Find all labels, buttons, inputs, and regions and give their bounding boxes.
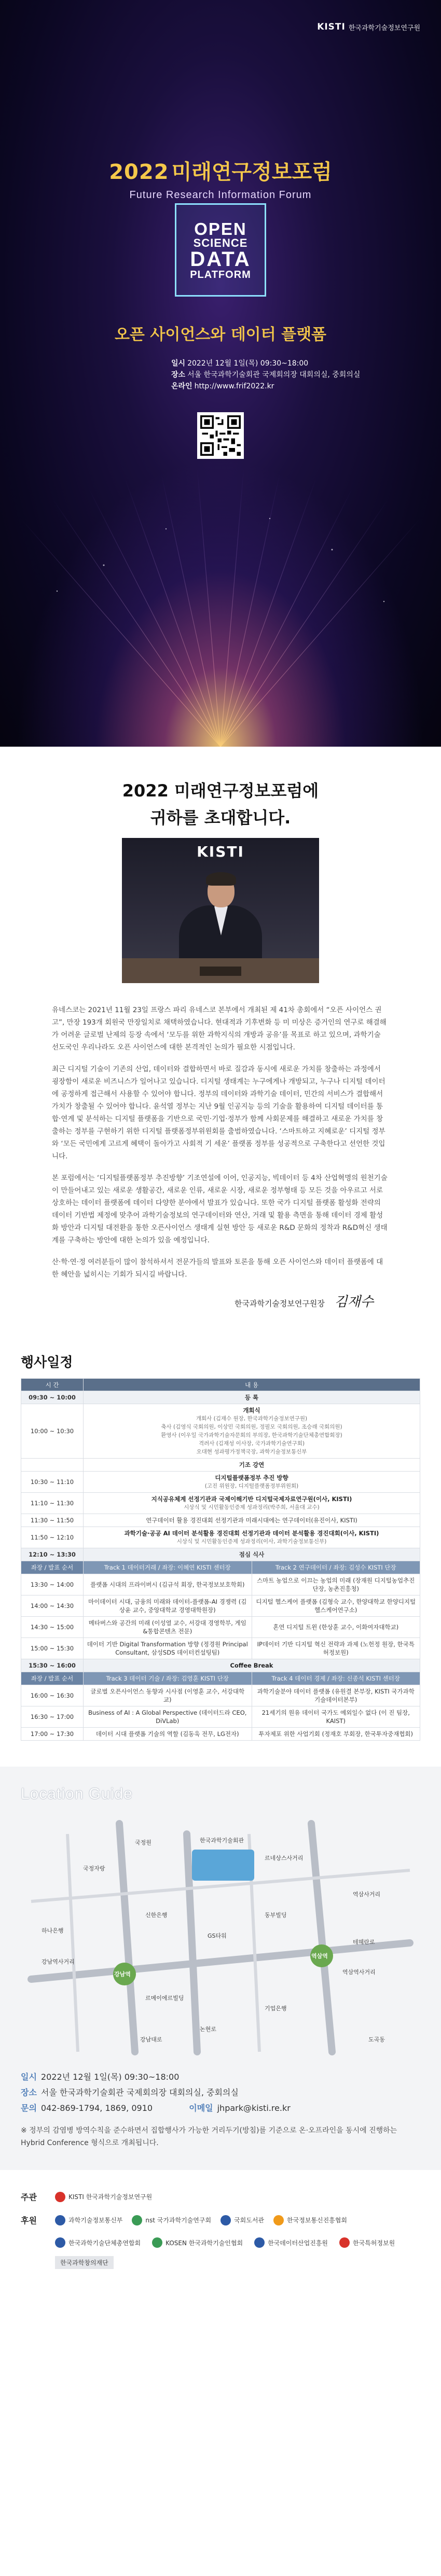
schedule-time: 10:30 ~ 11:10 [21, 1472, 84, 1493]
president-portrait [122, 838, 319, 983]
qr-code-icon[interactable] [197, 412, 244, 459]
event-info [171, 358, 360, 392]
schedule-session-left: 메타버스와 공간의 미래 (이성열 교수, 서강대 경영학부, 게임&통합콘텐츠 전문) [84, 1617, 252, 1638]
invitation-section [0, 747, 441, 1331]
map-label-place: 국정원 [135, 1839, 151, 1846]
invitation-title-line2: 귀하를 초대합니다. [150, 808, 291, 828]
hero-glow [0, 436, 441, 747]
schedule-session-left: 데이터 시대 플랫폼 기술의 역할 (김동욱 전무, LG전자) [84, 1728, 252, 1741]
schedule-content [84, 1404, 420, 1459]
nst-logo-icon [132, 2215, 142, 2225]
schedule-table [21, 1378, 420, 1741]
kdata-logo-icon [254, 2237, 265, 2248]
schedule-line: 디지털플랫폼정부 추진 방향 [215, 1474, 288, 1481]
event-title-en: Future Research Information Forum [129, 189, 312, 201]
event-date: 일시 2022년 12월 1일(목) 09:30~18:00 [171, 359, 309, 368]
host-label: 주관 [21, 2192, 37, 2202]
map-label-place: 르네상스사거리 [265, 1855, 304, 1861]
schedule-line: 지식공유체계 선정기관과 국제이해기반 디지털국제자료연구원(이사, KISTI) [151, 1495, 352, 1503]
kisti-logo-icon [55, 2192, 65, 2202]
location-date: 일시 2022년 12월 1일(목) 09:30~18:00 [21, 2072, 180, 2082]
supporter-logo: KOSEN 한국과학기술인협회 [152, 2237, 243, 2248]
schedule-content [84, 1527, 420, 1548]
table-row [21, 1404, 420, 1459]
open-science-badge [175, 203, 266, 297]
table-row [21, 1617, 420, 1638]
schedule-line: 오대현 성과평가정책국장, 과학기술정보통신부 [196, 1449, 307, 1455]
table-row [21, 1728, 420, 1741]
schedule-time: 14:00 ~ 14:30 [21, 1595, 84, 1617]
schedule-session-left: 데이터 기반 Digital Transformation 방향 (정경원 Principal Consultant, 삼성SDS 데이터컨설팅팀) [84, 1638, 252, 1659]
portrait-kisti-sign: KISTI [197, 843, 244, 860]
schedule-session-right: 스마트 농업으로 이끄는 농업의 미래 (장재원 디지털농업추진단장, 농촌진흥청) [252, 1574, 420, 1595]
schedule-line: 기조 강연 [239, 1461, 265, 1468]
table-row [21, 1472, 420, 1493]
hero-banner [0, 0, 441, 747]
kofac-logo: 한국과학창의재단 [55, 2256, 114, 2269]
table-row [21, 1706, 420, 1728]
location-note: ※ 정부의 감염병 방역수칙을 준수하면서 집합행사가 가능한 거리두기(방침)를 기준으로 온·오프라인을 동시에 진행하는 Hybrid Conference 형식으로 개최됩니다. [21, 2126, 397, 2147]
supporter-logo: nst 국가과학기술연구회 [132, 2215, 211, 2225]
map-label-place: 기업은행 [265, 2005, 287, 2012]
event-online: 온라인 http://www.frif2022.kr [171, 382, 274, 390]
badge-line-4: PLATFORM [190, 269, 251, 281]
map-label-place: GS타워 [208, 1933, 227, 1939]
event-title-ko: 미래연구정보포럼 [171, 160, 332, 184]
schedule-time: 17:00 ~ 17:30 [21, 1728, 84, 1741]
schedule-time: 16:30 ~ 17:00 [21, 1706, 84, 1728]
org-name: 한국과학기술정보연구원 [348, 24, 420, 32]
host-logo: KISTI 한국과학기술정보연구원 [55, 2192, 152, 2202]
schedule-session-right: 21세기의 원유 데이터 국가도 예외일수 없다 (이 진 팀장, KAIST) [252, 1706, 420, 1728]
schedule-line: 연구데이터 활용 경진대회 선정기관과 미래시대에는 연구데이터(유진이사, KISTI) [146, 1517, 357, 1524]
kisti-logo-text: KISTI [317, 22, 346, 32]
schedule-content [84, 1548, 420, 1561]
table-row [21, 1391, 420, 1404]
schedule-content [84, 1514, 420, 1527]
badge-line-2: SCIENCE [193, 236, 248, 249]
portrait-hair [206, 872, 236, 886]
map-label-street: 논현로 [200, 2026, 216, 2033]
supporter-logo: 한국정보통신진흥협회 [273, 2215, 347, 2225]
sponsors-section [0, 2170, 441, 2300]
event-venue: 장소 서울 한국과학기술회관 국제회의장 대회의실, 중회의실 [171, 371, 361, 379]
location-map [21, 1813, 420, 2057]
map-label-street: 테헤란로 [353, 1939, 375, 1945]
map-label-place: 역삼역사거리 [342, 1969, 376, 1976]
invitation-header [54, 778, 387, 983]
supporter-logo: 한국과학기술단체총연합회 [55, 2237, 141, 2248]
map-label-venue: 한국과학기술회관 [200, 1837, 244, 1844]
schedule-session-right: Track 4 데이터 경제 / 좌장: 신종석 KISTI 센터장 [252, 1672, 420, 1685]
map-label-place: 하나은행 [42, 1927, 64, 1934]
schedule-time: 15:00 ~ 15:30 [21, 1638, 84, 1659]
table-row [21, 1574, 420, 1595]
schedule-time: 11:50 ~ 12:10 [21, 1527, 84, 1548]
schedule-time: 14:30 ~ 15:00 [21, 1617, 84, 1638]
supporter-logo: 과학기술정보통신부 [55, 2215, 122, 2225]
schedule-time: 11:10 ~ 11:30 [21, 1493, 84, 1514]
schedule-content [84, 1391, 420, 1404]
table-row [21, 1514, 420, 1527]
table-row [21, 1527, 420, 1548]
letter-paragraph: 유네스코는 2021년 11월 23일 프랑스 파리 유네스코 본부에서 개최된 제 41차 총회에서 “오픈 사이언스 권고”, 만장 193개 회원국 만장일치로 채택하였습니다. 현대적과 기후변화 등 미 미상은 증거인의 연구로 해결해가 어려운 글로벌 난제의 등장 속에서 ‘모두를 위한 과학지식의 개방과 공유’를 목표로 하고 있으며, 과학기술 선도국인 우리나라도 오픈 사이언스에 대한 본격적인 논의가 필요한 시점입니다. [52, 1006, 387, 1052]
schedule-time: 11:30 ~ 11:50 [21, 1514, 84, 1527]
schedule-line: 시상식 및 시민활동인증제 성과정리(이사, 과학기술정보통신부) [176, 1538, 327, 1545]
kipi-logo-icon [339, 2237, 350, 2248]
portrait-nameplate [200, 967, 241, 976]
map-label-place: 동부빌딩 [265, 1912, 287, 1919]
event-year: 2022 [109, 160, 169, 184]
schedule-time: 12:10 ~ 13:30 [21, 1548, 84, 1561]
letter-paragraph: 산·학·연·정 여러분들이 많이 참석하셔서 전문가들의 발표와 토론을 통해 오픈 사이언스와 데이터 플랫폼에 대한 혜안을 넓히시는 기회가 되시길 바랍니다. [52, 1258, 383, 1279]
support-label: 후원 [21, 2216, 37, 2225]
online-link[interactable]: http://www.frif2022.kr [194, 382, 274, 390]
schedule-line: 개회사 (김재수 원장, 한국과학기술정보연구원) [196, 1416, 308, 1422]
schedule-line: 과학기술·공공 AI 데이터 분석활용 경진대회 선정기관과 데이터 분석활용 경진대회(이사, KISTI) [124, 1530, 379, 1537]
letter-paragraph: 본 포럼에서는 ‘디지털플랫폼정부 추진방향’ 기조연설에 이어, 인공지능, 빅데이터 등 4차 산업혁명의 원천기술이 만들어내고 있는 새로운 생활공간, 새로운 인류, 새로운 시장, 새로운 정부형태 등 모든 것을 아우르고 서로 상호하는 데이터 플랫폼에 데이터 다양한 분야에서 발표가 있습니다. 또한 국가 디지털 플랫폼 활성화 전략의 데이터 기반법 제정에 맞추어 과학기술정보의 연구데이터와 연산, 거래 및 활용 측면을 통해 데이터 경제 활성화 방안과 디지털 대전환을 통한 오픈사이언스 생태계 실현 방안 등 새로운 R&D 문화의 정착과 R&D혁신 생태계를 구축하는 방안에 대한 논의가 있을 예정입니다. [52, 1174, 388, 1244]
kait-logo-icon [273, 2215, 284, 2225]
supporter-logo: 한국데이터산업진흥원 [254, 2237, 328, 2248]
badge-line-3: DATA [190, 247, 251, 271]
schedule-session-right: 과학기술분야 데이터 플랫폼 (유원결 본부장, KISTI 국가과학기술데이터본부) [252, 1685, 420, 1706]
contact-email[interactable]: jhpark@kisti.re.kr [217, 2103, 291, 2113]
schedule-body [21, 1391, 420, 1741]
map-label-place: 신한은행 [145, 1912, 168, 1919]
table-row [21, 1595, 420, 1617]
schedule-line: 등 록 [244, 1394, 259, 1401]
table-row [21, 1672, 420, 1685]
host-row [21, 2191, 420, 2203]
org-logo [317, 22, 420, 32]
schedule-line: 점심 식사 [239, 1551, 265, 1558]
schedule-session-left: 플랫폼 시대의 프라이버시 (김규석 회장, 한국정보보호학회) [84, 1574, 252, 1595]
schedule-time: 10:00 ~ 10:30 [21, 1404, 84, 1459]
map-label-street: 강남대로 [140, 2036, 162, 2043]
schedule-time: 좌장 / 발표 순서 [21, 1672, 84, 1685]
venue-building-icon [192, 1850, 254, 1881]
location-venue: 장소 서울 한국과학기술회관 국제회의장 대회의실, 중회의실 [21, 2088, 239, 2097]
schedule-title: 행사일정 [21, 1355, 73, 1370]
map-label-place: 국정자랑 [83, 1865, 105, 1872]
map-label-station: 역삼역 [311, 1953, 328, 1959]
schedule-session-left: Business of AI : A Global Perspective (데이터드라 CEO, DiVLab) [84, 1706, 252, 1728]
event-subtitle: 오픈 사이언스와 데이터 플랫폼 [114, 326, 327, 344]
table-row [21, 1659, 420, 1672]
location-contact: 문의 042-869-1794, 1869, 0910 이메일 jhpark@kisti.re.kr [21, 2103, 291, 2113]
letter-closing [52, 1291, 389, 1310]
invitation-title-line1: 2022 미래연구정보포럼에 [122, 781, 319, 801]
schedule-time [21, 1459, 84, 1472]
schedule-content [84, 1493, 420, 1514]
schedule-content [84, 1472, 420, 1493]
schedule-session-right: Track 2 연구데이터 / 좌장: 김성수 KISTI 단장 [252, 1561, 420, 1574]
table-row [21, 1638, 420, 1659]
table-row [21, 1685, 420, 1706]
map-label-station: 강남역 [114, 1971, 131, 1978]
schedule-time: 15:30 ~ 16:00 [21, 1659, 84, 1672]
schedule-session-right: IP데이터 기반 디지털 혁신 전략과 과제 (노헌정 원장, 한국특허정보원) [252, 1638, 420, 1659]
map-label-street: 도곡동 [368, 2036, 385, 2043]
location-info [21, 2069, 420, 2116]
library-logo-icon [220, 2215, 231, 2225]
kofst-logo-icon [55, 2237, 65, 2248]
letter-paragraph: 최근 디지털 기술이 기존의 산업, 데이터와 결합하면서 바로 질감과 동시에 새로운 가치를 창출하는 과정에서 굉장함이 새로운 비즈니스가 일어나고 있습니다. 디지털 생태계는 누구에게나 개방되고, 누구나 디지털 데이터에 공정하게 접근해서 사용할 수 있어야 합니다. 정부의 데이터와 과학기술 데이터, 민간의 서비스가 결합해서 가치가 창출될 수 있어야 합니다. 윤석열 정부는 지난 9월 인공지능 등의 기술을 활용하여 디지털 데이터를 통합·연계 및 분석하는 디지털 플랫폼을 기반으로 국민·기업·정부가 함께 사회문제를 해결하고 새로운 가치를 창출하는 정부를 구현하기 위한 디지털 플랫폼정부위원회를 출범하였습니다. ‘스마트하고 지혜로운’ 디지털 정부와 ‘모든 국민에게 고르게 혜택이 돌아가고 사회적 기 세운’ 플랫폼 정부를 성공적으로 구축한다고 선언한 것입니다. [52, 1065, 385, 1160]
schedule-line: 시상식 및 시민활동인증제 성과정리(박주희, 서울대 교수) [184, 1504, 320, 1510]
table-row [21, 1459, 420, 1472]
badge-line-1: OPEN [194, 219, 247, 239]
schedule-line: 격려사 (김재성 이사장, 국가과학기술연구회) [198, 1440, 305, 1447]
schedule-session-right: 혼연 디지털 트윈 (한상훈 교수, 이화여자대학교) [252, 1617, 420, 1638]
supporter-logo: 한국특허정보원 [339, 2237, 395, 2248]
schedule-time: 좌장 / 발표 순서 [21, 1561, 84, 1574]
schedule-session-right: 디지털 헬스케어 플랫폼 (김형숙 교수, 한양대학교 한양디지털헬스케어연구소) [252, 1595, 420, 1617]
closing-signature: 김재수 [334, 1294, 374, 1310]
col-time: 시 간 [21, 1379, 84, 1391]
col-content: 내 용 [84, 1379, 420, 1391]
closing-org: 한국과학기술정보연구원장 [234, 1299, 325, 1308]
location-title: Location Guide [21, 1785, 133, 1802]
invitation-letter [52, 1004, 389, 1281]
support-row [21, 2214, 420, 2226]
schedule-line: (고진 위원장, 디지털플랫폼정부위원회) [204, 1483, 299, 1489]
schedule-session-left: Track 3 데이터 기술 / 좌장: 김영훈 KISTI 단장 [84, 1672, 252, 1685]
map-graphic [21, 1813, 420, 2057]
schedule-section [0, 1331, 441, 1751]
table-row [21, 1548, 420, 1561]
schedule-session-right: 투자제포 위한 사업기회 (정재호 부회장, 한국투자중재협회) [252, 1728, 420, 1741]
schedule-content [84, 1659, 420, 1672]
schedule-session-left: Track 1 데이터거래 / 좌장: 이혜연 KISTI 센터장 [84, 1561, 252, 1574]
schedule-time: 09:30 ~ 10:00 [21, 1391, 84, 1404]
table-row [21, 1493, 420, 1514]
schedule-time: 13:30 ~ 14:00 [21, 1574, 84, 1595]
schedule-time: 16:00 ~ 16:30 [21, 1685, 84, 1706]
map-label-place: 르메이에르빌딩 [145, 1995, 184, 2001]
map-label-place: 강남역사거리 [42, 1958, 75, 1965]
schedule-content [84, 1459, 420, 1472]
ministry-logo-icon [55, 2215, 65, 2225]
schedule-line: 환영사 (이우일 국가과학기술자문회의 부의장, 한국과학기술단체총연합회장) [161, 1432, 342, 1438]
supporter-grid [55, 2237, 420, 2269]
contact-phone[interactable]: 042-869-1794, 1869, 0910 [40, 2103, 153, 2113]
schedule-line: 축사 (김영식 국회의원, 이상민 국회의원, 정필모 국회의원, 조승래 국회의원) [161, 1424, 342, 1430]
kosen-logo-icon [152, 2237, 162, 2248]
location-section [0, 1767, 441, 2170]
schedule-line: Coffee Break [230, 1662, 273, 1669]
supporter-logo: 국회도서관 [220, 2215, 264, 2225]
map-label-place: 역삼사거리 [353, 1891, 381, 1898]
schedule-session-left: 마이데이터 시대, 금융의 미래와 데이터-플랫폼-AI 경쟁력 (김상윤 교수, 중앙대학교 경영대학원장) [84, 1595, 252, 1617]
table-row [21, 1561, 420, 1574]
event-title [0, 156, 441, 201]
schedule-line: 개회식 [243, 1407, 260, 1414]
schedule-session-left: 글로벌 오픈사이언스 동향과 시사점 (이영훈 교수, 서강대학교) [84, 1685, 252, 1706]
